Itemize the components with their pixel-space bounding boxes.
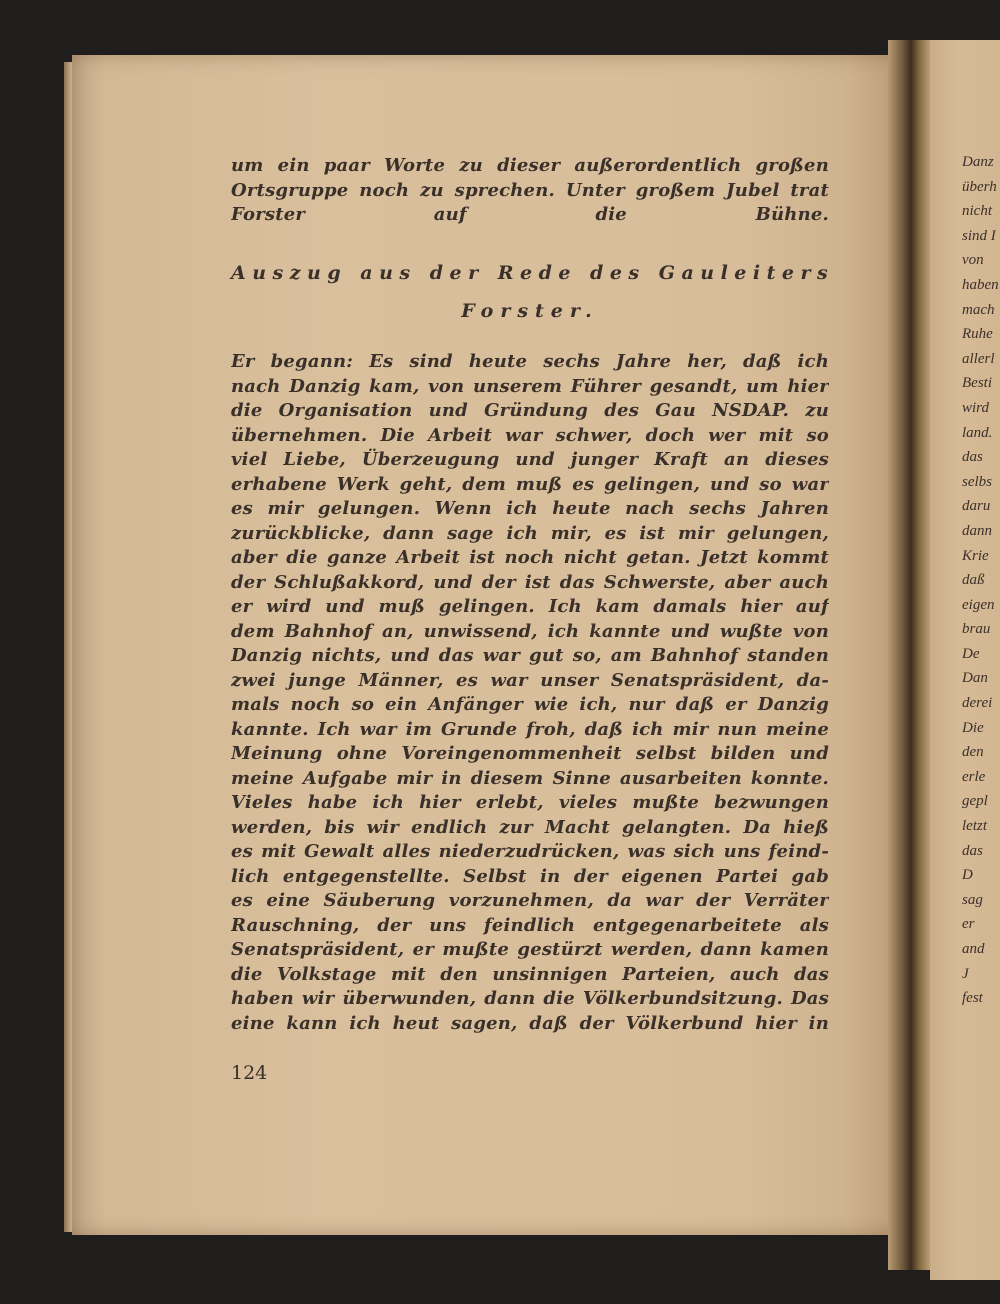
right-page-fragment: sind I <box>962 227 996 244</box>
right-page-fragment: wird <box>962 399 989 416</box>
right-page-fragment: Danz <box>962 154 994 170</box>
text-line: Ortsgruppe noch zu sprechen. Unter großem Jubel trat <box>231 179 829 201</box>
text-line: dem Bahnhof an, unwissend, ich kannte und wußte von <box>231 620 829 642</box>
text-line: er wird und muß gelingen. Ich kam damals hier auf <box>231 596 829 617</box>
text-line: Meinung ohne Voreingenommenheit selbst bilden und <box>231 743 829 764</box>
right-page-fragment: Krie <box>962 547 989 564</box>
right-page-fragment: daß <box>962 572 985 589</box>
right-page-fragment: and <box>962 941 985 957</box>
text-line: mals noch so ein Anfänger wie ich, nur daß er Danzig <box>231 694 829 715</box>
text-line: haben wir überwunden, dann die Völkerbundsitzung. Das <box>231 988 829 1009</box>
text-line: zurückblicke, dann sage ich mir, es ist mir gelungen, <box>231 522 829 544</box>
right-page-fragment: überh <box>962 178 997 195</box>
right-page-fragment: sag <box>962 891 983 908</box>
right-page-fragment: Ruhe <box>962 326 993 343</box>
page-number: 124 <box>231 1062 268 1084</box>
text-line: lich entgegenstellte. Selbst in der eigenen Partei gab <box>231 865 829 887</box>
right-page-fragment: Die <box>962 719 984 736</box>
book-gutter <box>888 40 932 1270</box>
right-page-fragment: Besti <box>962 375 992 392</box>
text-line: der Schlußakkord, und der ist das Schwerste, aber auch <box>231 571 829 593</box>
section-heading-continued: Forster. <box>461 300 599 322</box>
speech-paragraph <box>231 350 829 1036</box>
right-page-fragment: J <box>962 965 969 982</box>
text-line: es mit Gewalt alles niederzudrücken, was sich uns feind- <box>231 841 829 862</box>
right-page-fragment: D <box>962 867 973 884</box>
right-page-fragment: das <box>962 449 983 466</box>
right-page-fragment: allerl <box>962 350 995 367</box>
text-line: viel Liebe, Überzeugung und junger Kraft an dieses <box>231 449 829 470</box>
right-page-text-fragments <box>962 150 1000 1011</box>
right-page-fragment: Dan <box>962 670 988 687</box>
text-line: eine kann ich heut sagen, daß der Völkerbund hier in <box>231 1012 829 1034</box>
right-page-fragment: fest <box>962 990 983 1007</box>
right-page-fragment: daru <box>962 498 991 515</box>
text-line: Senatspräsident, er mußte gestürzt werden, dann kamen <box>231 939 829 960</box>
right-page-fragment: gepl <box>962 793 988 810</box>
text-line: Rauschning, der uns feindlich entgegenarbeitete als <box>231 914 829 936</box>
right-page-fragment: von <box>962 252 984 269</box>
right-page-fragment: De <box>962 645 980 662</box>
right-page-fragment: haben <box>962 276 999 293</box>
text-line: meine Aufgabe mir in diesem Sinne ausarbeiten konnte. <box>231 767 829 789</box>
text-line: die Organisation und Gründung des Gau NSDAP. zu <box>231 400 829 421</box>
right-page-fragment: erle <box>962 768 986 785</box>
text-line: kannte. Ich war im Grunde froh, daß ich mir nun meine <box>231 718 829 740</box>
text-line: nach Danzig kam, von unserem Führer gesandt, um hier <box>231 375 829 397</box>
text-line: Er begann: Es sind heute sechs Jahre her, daß ich <box>231 351 829 372</box>
right-page-fragment: land. <box>962 424 993 441</box>
text-line: übernehmen. Die Arbeit war schwer, doch wer mit so <box>231 424 829 446</box>
right-page-fragment: den <box>962 744 984 761</box>
intro-paragraph <box>231 154 829 228</box>
right-page-fragment: selbs <box>962 473 992 490</box>
right-page-fragment: mach <box>962 301 995 318</box>
right-page-fragment: derei <box>962 695 993 712</box>
text-line: zwei junge Männer, es war unser Senatspräsident, da- <box>231 669 829 691</box>
text-line: die Volkstage mit den unsinnigen Parteien, auch das <box>231 963 829 985</box>
right-page-fragment: eigen <box>962 596 995 613</box>
text-line: erhabene Werk geht, dem muß es gelingen, und so war <box>231 473 829 495</box>
right-page-fragment: er <box>962 916 975 933</box>
text-line: um ein paar Worte zu dieser außerordentlich großen <box>231 155 829 176</box>
right-page-fragment: das <box>962 842 983 859</box>
text-line: es eine Säuberung vorzunehmen, da war der Verräter <box>231 890 829 911</box>
text-line: werden, bis wir endlich zur Macht gelangten. Da hieß <box>231 816 829 838</box>
right-page-fragment: dann <box>962 522 992 539</box>
section-heading: Auszug aus der Rede des Gauleiters <box>231 262 835 284</box>
text-line: Vieles habe ich hier erlebt, vieles mußte bezwungen <box>231 792 829 813</box>
right-page-fragment: nicht <box>962 203 992 220</box>
text-line: Forster auf die Bühne. <box>231 204 829 225</box>
right-page-fragment: brau <box>962 621 991 638</box>
text-line: es mir gelungen. Wenn ich heute nach sechs Jahren <box>231 498 829 519</box>
text-line: aber die ganze Arbeit ist noch nicht getan. Jetzt kommt <box>231 547 829 568</box>
text-line: Danzig nichts, und das war gut so, am Bahnhof standen <box>231 645 829 666</box>
right-page-fragment: letzt <box>962 818 987 835</box>
